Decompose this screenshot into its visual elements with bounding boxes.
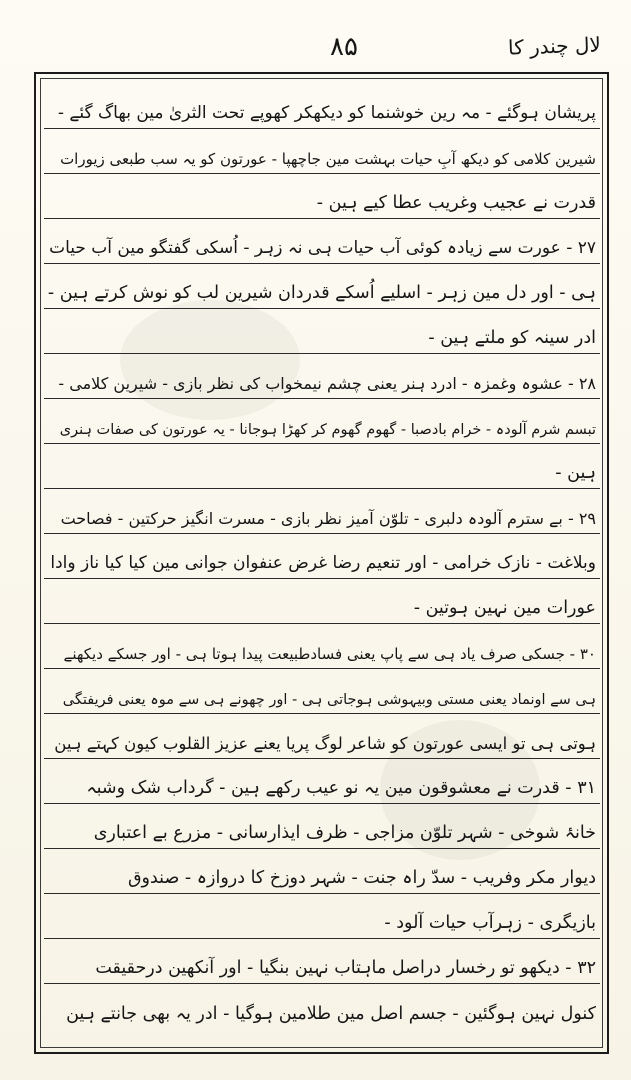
text-line (44, 129, 600, 174)
line-text: ہوتی ہی تو ایسی عورتون کو شاعر لوگ پریا یعنے عزیز القلوب کیون کہتے ہین (54, 733, 596, 753)
line-text: دیوار مکر وفریب - سدّ راہ جنت - شہر دوزخ کا دروازہ - صندوق (127, 867, 596, 888)
text-line (44, 714, 600, 759)
text-line (44, 759, 600, 804)
text-line (44, 804, 600, 849)
text-line (44, 894, 600, 939)
text-line (44, 939, 600, 984)
line-text: قدرت نے عجیب وغریب عطا کیے ہین - (316, 192, 596, 213)
text-line (44, 444, 600, 489)
text-line (44, 174, 600, 219)
line-text: ادر سینہ کو ملتے ہین - (428, 327, 596, 348)
line-text: ۲۸ - عشوہ وغمزہ - ادرد ہنر یعنی چشم نیمخواب کی نظر بازی - شیرین کلامی - (58, 374, 596, 393)
line-text: کنول نہین ہوگئین - جسم اصل مین طلامین ہوگیا - ادر یہ بھی جانتے ہین (66, 1003, 596, 1024)
text-line (44, 669, 600, 714)
text-line (44, 579, 600, 624)
line-text: ہی - اور دل مین زہر - اسلیے اُسکے قدردان شیرین لب کو نوش کرتے ہین - (47, 282, 596, 303)
line-text: ۳۲ - دیکھو تو رخسار دراصل ماہتاب نہین بنگیا - اور آنکھین درحقیقت (95, 957, 596, 978)
page-number: ۸۵ (330, 32, 358, 62)
line-text: بازیگری - زہرآب حیات آلود - (384, 912, 596, 933)
line-text: عورات مین نہین ہوتین - (413, 597, 596, 618)
line-text: تبسم شرم آلودہ - خرام بادصبا - گھوم گھوم کر کھڑا ہوجانا - یہ عورتون کی صفات ہنری (59, 421, 596, 438)
page-header (40, 32, 601, 68)
line-text: ۲۹ - بے سترم آلودہ دلبری - تلوّن آمیز نظر بازی - مسرت انگیز حرکتین - فصاحت (60, 509, 596, 528)
running-head: لال چندر کا (507, 32, 602, 60)
text-line (44, 354, 600, 399)
line-text: خانۂ شوخی - شہر تلوّن مزاجی - ظرف ایذارسانی - مزرع بے اعتباری (93, 822, 596, 843)
body-text (44, 84, 600, 1029)
line-text: پریشان ہوگئے - مہ رین خوشنما کو دیکھکر کھوپے تحت الثریٰ مین بھاگ گئے - (57, 103, 596, 123)
text-line (44, 624, 600, 669)
line-text: وبلاغت - نازک خرامی - اور تنعیم رضا غرض عنفوان جوانی مین کیا کیا ناز وادا (50, 553, 596, 573)
text-line (44, 219, 600, 264)
text-line (44, 534, 600, 579)
text-line (44, 984, 600, 1029)
text-line (44, 399, 600, 444)
line-text: ۳۱ - قدرت نے معشوقون مین یہ نو عیب رکھے ہین - گرداب شک وشبہ (86, 777, 596, 798)
text-line (44, 264, 600, 309)
text-line (44, 84, 600, 129)
line-text: ۳۰ - جسکی صرف یاد ہی سے پاپ یعنی فسادطبیعت پیدا ہوتا ہی - اور جسکے دیکھنے (63, 645, 596, 663)
text-line (44, 489, 600, 534)
line-text: ہی سے اونماد یعنی مستی وبیہوشی ہوجاتی ہی - اور چھونے ہی سے موہ یعنی فریفتگی (62, 691, 596, 708)
line-text: ۲۷ - عورت سے زیادہ کوئی آب حیات ہی نہ زہر - اُسکی گفتگو مین آب حیات (49, 238, 596, 258)
text-line (44, 849, 600, 894)
line-text: شیرین کلامی کو دیکھ آبِ حیات بہشت مین جاچھپا - عورتون کو یہ سب طبعی زیورات (60, 150, 596, 168)
text-line (44, 309, 600, 354)
line-text: ہین - (555, 462, 596, 483)
